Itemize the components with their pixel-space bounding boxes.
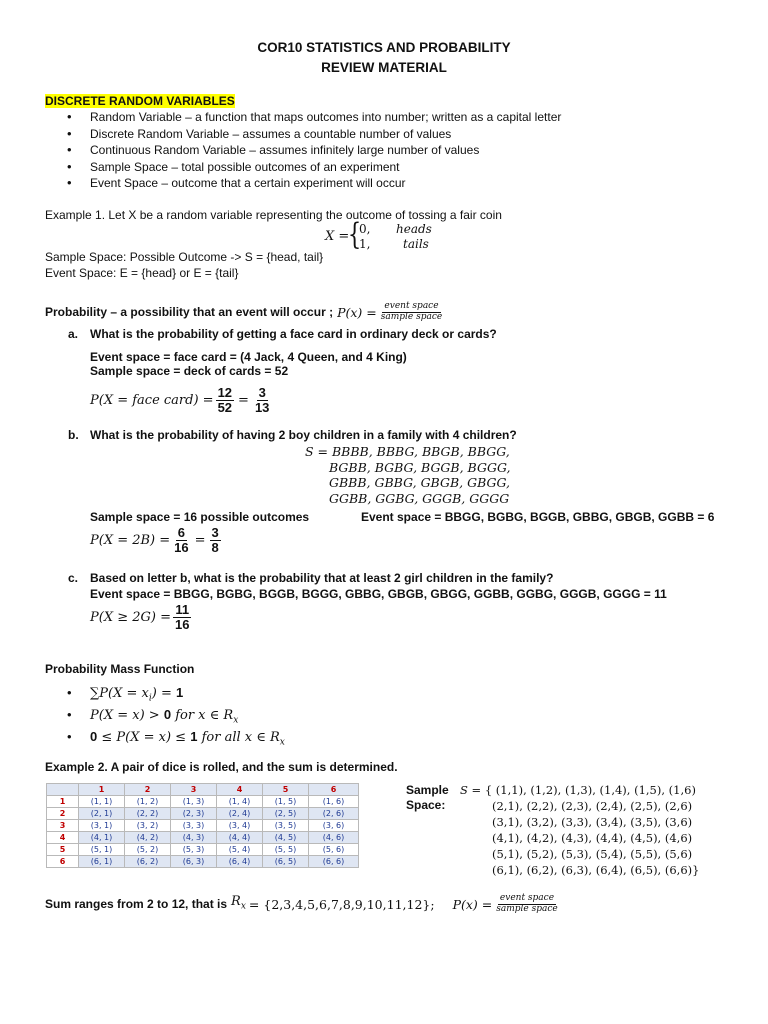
bullet-icon: • [67,729,72,744]
row-header-cell: 5 [47,844,79,856]
rx-set: = {2,3,4,5,6,7,8,9,10,11,12}; [248,896,435,912]
question-a-letter: a. [68,327,79,341]
set-symbol: S [460,783,468,797]
table-cell: (5, 5) [263,844,309,856]
fraction-denominator: 16 [174,616,190,632]
fraction-denominator: sample space [380,311,443,322]
table-header-cell: 5 [263,784,309,796]
sample-set-line [460,782,699,798]
equals-sign: = [238,392,249,408]
fraction-6-16 [172,526,190,554]
section-heading-discrete-random-variables [45,94,235,109]
sample-set-line: S = BBBB, BBBG, BBGB, BBGG, [305,444,510,459]
sum-range-text: Sum ranges from 2 to 12, that is [45,896,228,911]
question-b-equation [90,523,223,557]
case-value-0: 0, [359,222,371,236]
example-1-sample-space: Sample Space: Possible Outcome -> S = {head, tail} [45,250,324,264]
pmf-row-2 [67,705,387,727]
table-cell: (2, 6) [309,808,359,820]
probability-lhs: P(x) = [452,896,493,912]
probability-fraction [379,302,444,322]
table-cell: (2, 1) [79,808,125,820]
dice-table [46,783,359,868]
expr-part: for all x ∈ R [201,730,280,745]
table-header-cell: 1 [79,784,125,796]
example-2-text: Example 2. A pair of dice is rolled, and the sum is determined. [45,760,398,774]
question-b-text: What is the probability of having 2 boy children in a family with 4 children? [90,428,517,442]
question-c-letter: c. [68,571,79,585]
sample-set-line: BGBB, BGBG, BGGB, BGGG, [329,459,511,475]
list-item: • Sample Space – total possible outcomes of an experiment [45,160,561,177]
pmf-row-3 [67,727,387,749]
expr-number: 0 [90,729,98,744]
question-b-event-space: Event space = BBGG, BGBG, BGGB, GBBG, GBGB, GGBB = 6 [361,510,715,524]
table-cell: (4, 2) [125,832,171,844]
equation-lhs: P(X ≥ 2G) = [90,609,171,625]
sample-set-line: (4,1), (4,2), (4,3), (4,4), (4,5), (4,6) [492,831,693,845]
table-cell: (1, 2) [125,796,171,808]
rx-letter: R [231,893,241,909]
case-value-1: 1, [359,237,371,251]
question-b-sample-space: Sample space = 16 possible outcomes [90,510,310,524]
table-cell: (1, 4) [217,796,263,808]
probability-definition [45,299,446,325]
expr-part: ≤ P(X = x) ≤ [101,730,187,745]
question-c-text: Based on letter b, what is the probability that at least 2 girl children in the family? [90,571,554,585]
table-cell: (5, 2) [125,844,171,856]
table-cell: (4, 3) [171,832,217,844]
expr-part: ) = [151,686,172,701]
expr-part: ∑P(X = x [90,686,149,701]
pmf-heading: Probability Mass Function [45,662,195,676]
table-cell: (5, 4) [217,844,263,856]
fraction-denominator: 8 [211,539,219,555]
table-row [47,796,359,808]
question-a-sample-space: Sample space = deck of cards = 52 [90,364,289,378]
subscript: i [148,693,152,704]
table-cell: (5, 1) [79,844,125,856]
fraction-numerator: 3 [211,524,219,540]
table-cell: (6, 3) [171,856,217,868]
fraction-3-13 [253,386,271,414]
expr-number: 1 [175,685,184,700]
table-cell: (2, 5) [263,808,309,820]
question-a-text: What is the probability of getting a face card in ordinary deck or cards? [90,327,497,341]
pmf-row-3-expression [90,727,285,753]
question-b-sample-set [305,444,510,506]
fraction-denominator: 16 [174,539,189,555]
rx-symbol [231,894,246,915]
fraction-numerator: 12 [217,384,233,400]
table-row [47,832,359,844]
row-header-cell: 1 [47,796,79,808]
table-cell: (6, 5) [263,856,309,868]
expr-number: 0 [163,707,172,722]
row-header-cell: 3 [47,820,79,832]
table-cell: (2, 4) [217,808,263,820]
equals-sign: = [194,532,206,548]
sample-set-line: (6,1), (6,2), (6,3), (6,4), (6,5), (6,6)} [492,863,700,877]
definitions-list [45,110,561,193]
table-cell: (4, 4) [217,832,263,844]
piecewise-definition [325,217,445,253]
sample-set-line: GBBB, GBBG, GBGB, GBGG, [329,475,510,490]
probability-label: Probability – a possibility that an event will occur ; [45,304,334,319]
table-cell: (4, 5) [263,832,309,844]
bullet-icon: • [67,707,72,722]
list-item: • Continuous Random Variable – assumes infinitely large number of values [45,143,561,160]
sample-set-line: (2,1), (2,2), (2,3), (2,4), (2,5), (2,6) [492,799,693,813]
sum-range-line [45,889,562,919]
table-row [47,844,359,856]
case-label-heads: heads [396,222,432,236]
table-cell: (6, 6) [309,856,359,868]
document-subtitle: REVIEW MATERIAL [321,60,447,75]
fraction-denominator: 52 [217,399,233,415]
fraction-numerator: event space [499,893,555,904]
piecewise-lhs: X = [325,229,350,244]
dice-outcome-table [46,783,359,868]
example-1-event-space: Event Space: E = {head} or E = {tail} [45,266,239,280]
document-title: COR10 STATISTICS AND PROBABILITY [257,40,511,55]
fraction-11-16 [173,603,191,631]
dice-sample-set [460,782,699,878]
fraction-12-52 [216,386,234,414]
list-item: • Event Space – outcome that a certain experiment will occur [45,176,561,193]
table-header-cell: 6 [309,784,359,796]
table-cell: (1, 6) [309,796,359,808]
table-header-row [47,784,359,796]
table-header-cell: 3 [171,784,217,796]
question-a-equation [90,383,273,417]
fraction-numerator: 6 [177,524,185,540]
probability-fraction [494,894,559,914]
table-cell: (4, 6) [309,832,359,844]
example-1-text: Example 1. Let X be a random variable representing the outcome of tossing a fair coin [45,208,502,222]
table-cell: (3, 4) [217,820,263,832]
table-row [47,856,359,868]
table-cell: (2, 2) [125,808,171,820]
brace-symbol: { [347,217,362,252]
case-label-tails: tails [403,237,429,251]
table-cell: (6, 2) [125,856,171,868]
table-cell: (2, 3) [171,808,217,820]
table-cell: (4, 1) [79,832,125,844]
equation-lhs: P(X = 2B) = [90,532,171,548]
pmf-properties [67,683,387,749]
table-cell: (3, 2) [125,820,171,832]
table-cell: (1, 1) [79,796,125,808]
set-first-line: = { (1,1), (1,2), (1,3), (1,4), (1,5), (1,6) [467,783,696,797]
highlight: DISCRETE RANDOM VARIABLES [45,94,235,108]
sample-space-label-line-1: Sample [406,783,449,797]
fraction-numerator: 11 [175,601,190,617]
list-item: • Random Variable – a function that maps outcomes into number; written as a capital letter [45,110,561,127]
table-cell: (3, 6) [309,820,359,832]
probability-lhs: P(x) = [337,304,377,320]
table-cell: (1, 3) [171,796,217,808]
list-item: • Discrete Random Variable – assumes a countable number of values [45,127,561,144]
subscript: x [233,715,239,726]
row-header-cell: 6 [47,856,79,868]
table-cell: (1, 5) [263,796,309,808]
question-c-equation [90,600,193,634]
subscript: x [240,901,246,912]
question-c-event-space: Event space = BBGG, BGBG, BGGB, BGGG, GBBG, GBGB, GBGG, GGBB, GGBG, GGGB, GGGG = 11 [90,587,667,601]
row-header-cell: 4 [47,832,79,844]
equation-lhs: P(X = face card) = [90,392,214,408]
sample-set-line: (3,1), (3,2), (3,3), (3,4), (3,5), (3,6) [492,815,693,829]
table-header-cell: 4 [217,784,263,796]
table-header-cell: 2 [125,784,171,796]
sample-set-line: GGBB, GGBG, GGGB, GGGG [329,490,510,506]
question-b-letter: b. [68,428,79,442]
sample-space-label-line-2: Space: [406,798,446,812]
expr-part: for x ∈ R [175,708,234,723]
fraction-numerator: event space [384,301,439,312]
fraction-denominator: 13 [254,399,270,415]
bullet-icon: • [67,685,72,700]
expr-part: P(X = x) > [90,708,160,723]
question-a-event-space: Event space = face card = (4 Jack, 4 Queen, and 4 King) [90,350,407,364]
fraction-3-8 [210,526,221,554]
subscript: x [279,737,285,748]
table-row [47,820,359,832]
table-cell: (5, 3) [171,844,217,856]
sample-set-line: (5,1), (5,2), (5,3), (5,4), (5,5), (5,6) [492,847,693,861]
expr-number: 1 [190,729,198,744]
row-header-cell: 2 [47,808,79,820]
table-cell: (3, 5) [263,820,309,832]
pmf-row-1 [67,683,387,705]
fraction-denominator: sample space [496,903,558,914]
table-cell: (3, 3) [171,820,217,832]
fraction-numerator: 3 [258,384,266,400]
table-cell: (6, 4) [217,856,263,868]
table-row [47,808,359,820]
table-cell: (3, 1) [79,820,125,832]
table-header-cell [47,784,79,796]
table-cell: (6, 1) [79,856,125,868]
table-cell: (5, 6) [309,844,359,856]
